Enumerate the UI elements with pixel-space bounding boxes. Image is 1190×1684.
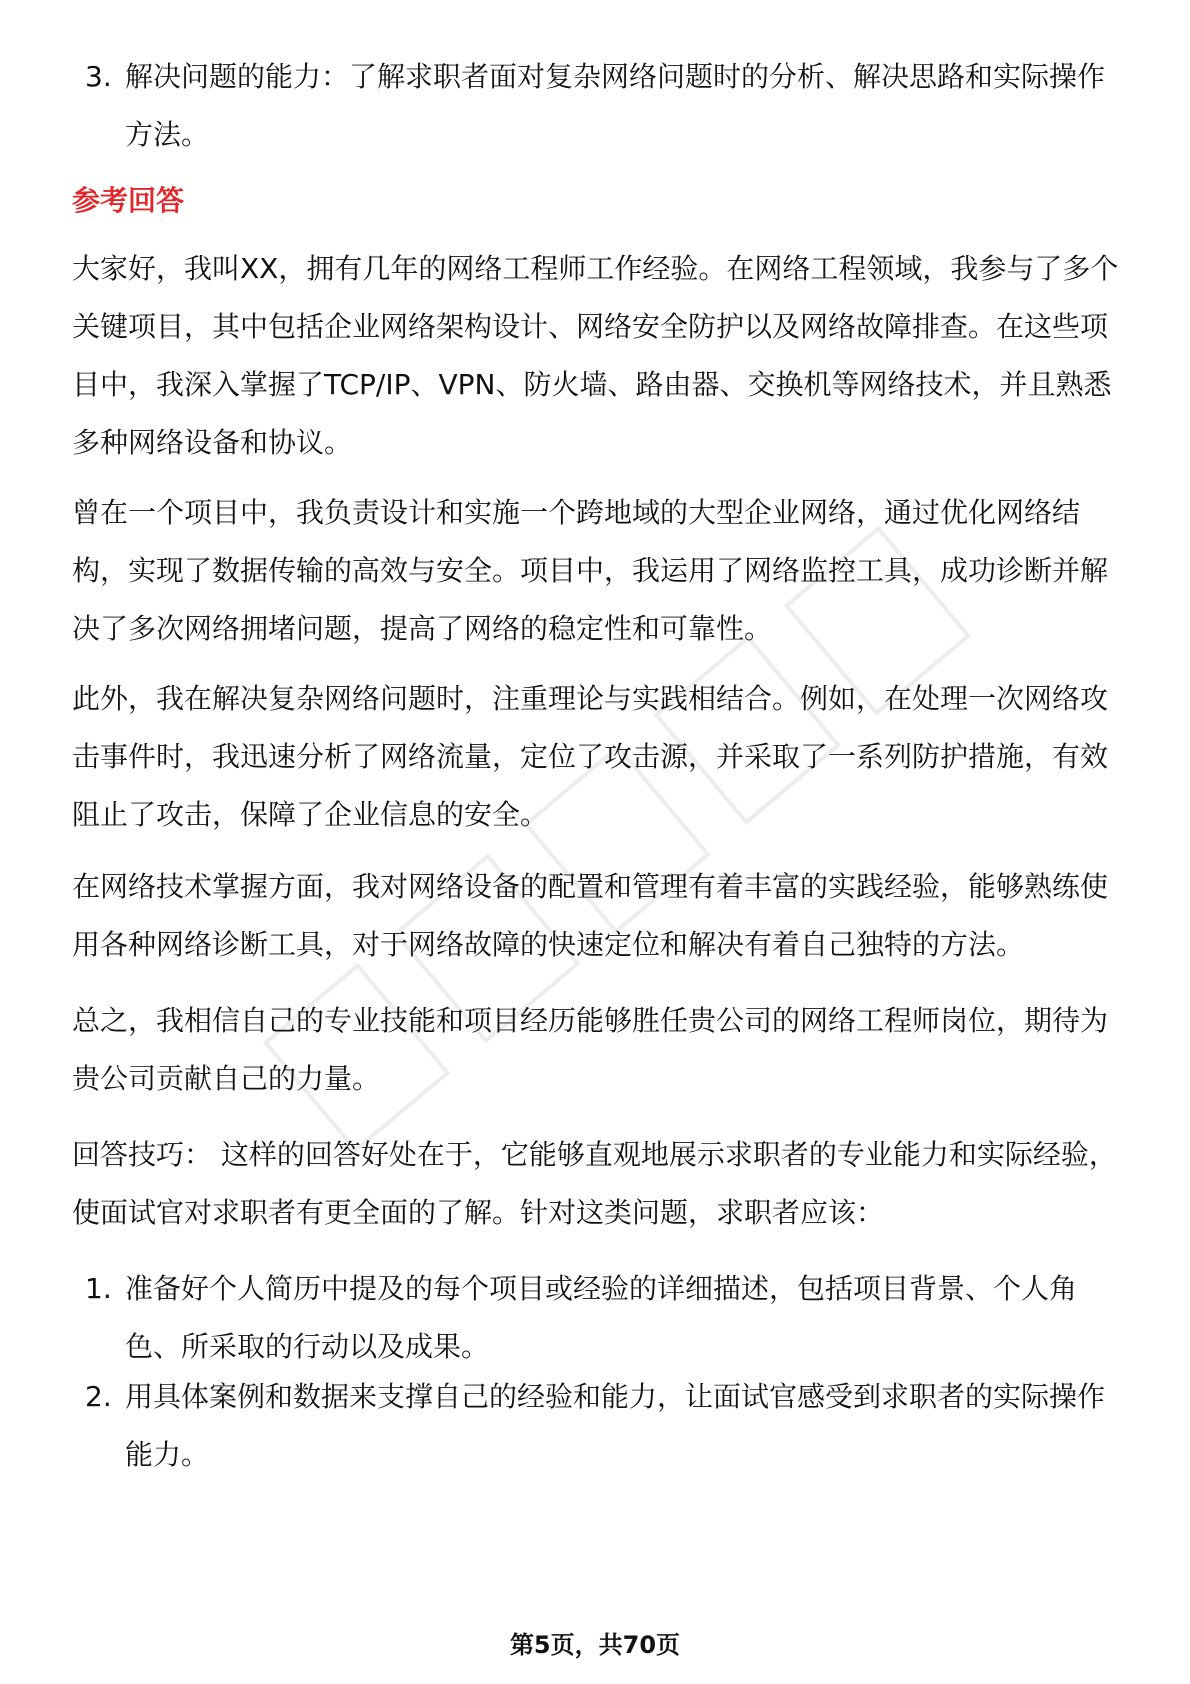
list-number: 1.: [85, 1272, 112, 1305]
paragraph-problem-solving: 此外，我在解决复杂网络问题时，注重理论与实践相结合。例如，在处理一次网络攻击事件时，我迅速分析了网络流量，定位了攻击源，并采取了一系列防护措施，有效阻止了攻击，保障了企业信息的安全。: [72, 682, 1109, 831]
paragraph-technical-skills: 在网络技术掌握方面，我对网络设备的配置和管理有着丰富的实践经验，能够熟练使用各种网络诊断工具，对于网络故障的快速定位和解决有着自己独特的方法。: [72, 870, 1109, 961]
list-item-bottom-2: [85, 1368, 1125, 1484]
page-footer: 第5页，共70页: [509, 1631, 681, 1659]
list-text: 用具体案例和数据来支撑自己的经验和能力，让面试官感受到求职者的实际操作能力。: [125, 1380, 1106, 1471]
paragraph-project: 曾在一个项目中，我负责设计和实施一个跨地域的大型企业网络，通过优化网络结构，实现了数据传输的高效与安全。项目中，我运用了网络监控工具，成功诊断并解决了多次网络拥堵问题，提高了网络的稳定性和可靠性。: [72, 496, 1109, 645]
list-item-bottom-1: [85, 1260, 1125, 1376]
list-text: 解决问题的能力：了解求职者面对复杂网络问题时的分析、解决思路和实际操作方法。: [125, 60, 1106, 151]
paragraph-intro: 大家好，我叫XX，拥有几年的网络工程师工作经验。在网络工程领域，我参与了多个关键项目，其中包括企业网络架构设计、网络安全防护以及网络故障排查。在这些项目中，我深入掌握了TCP/IP、VPN、防火墙、路由器、交换机等网络技术，并且熟悉多种网络设备和协议。: [72, 252, 1119, 459]
list-item-top-3: [85, 48, 1125, 164]
list-text: 准备好个人简历中提及的每个项目或经验的详细描述，包括项目背景、个人角色、所采取的行动以及成果。: [125, 1272, 1078, 1363]
reference-heading: 参考回答: [72, 184, 185, 217]
paragraph-conclusion: 总之，我相信自己的专业技能和项目经历能够胜任贵公司的网络工程师岗位，期待为贵公司贡献自己的力量。: [72, 1004, 1109, 1095]
list-number: 3.: [85, 60, 112, 93]
list-number: 2.: [85, 1380, 112, 1413]
paragraph-answer-tips: 回答技巧： 这样的回答好处在于，它能够直观地展示求职者的专业能力和实际经验，使面试官对求职者有更全面的了解。针对这类问题，求职者应该：: [72, 1138, 1117, 1229]
